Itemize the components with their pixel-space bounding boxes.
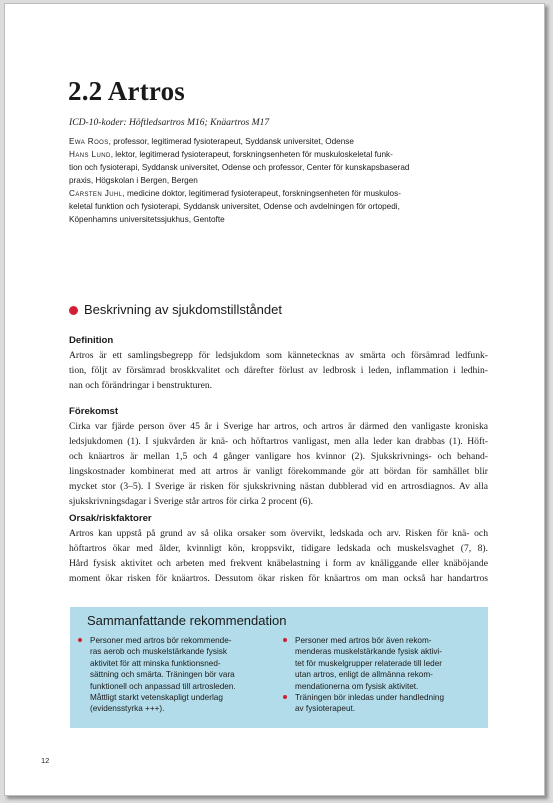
text-line: Artros kan uppstå på grund av så olika orsaker som övervikt, ledskada och arv. Risken för knä- och — [69, 528, 488, 539]
author-affiliation: , professor, legitimerad fysioterapeut, Syddansk universitet, Odense — [108, 137, 354, 146]
rec-line: av fysioterapeut. — [295, 704, 356, 714]
author-entry — [69, 148, 489, 187]
subheading-prevalence: Förekomst — [69, 406, 119, 417]
author-affiliation: Köpenhamns universitetssjukhus, Gentofte — [69, 215, 225, 224]
recommendation-left — [78, 635, 272, 715]
red-bullet-icon — [283, 695, 287, 699]
rec-line: Träningen bör inledas under handledning — [295, 693, 445, 703]
page-number: 12 — [41, 756, 50, 765]
section-heading — [69, 302, 282, 318]
text-line: mycket stor (3–5). I Sverige är risken för sjukskrivning nästan dubblerad vid en artrosdiagnos. Av alla — [69, 481, 488, 492]
recommendation-right — [283, 635, 477, 715]
text-line: tion, följt av försämrad broskkvalitet och därefter förlust av ledbrosk i leden, inflammation i ledhin- — [69, 365, 488, 376]
recommendation-item — [283, 692, 477, 715]
evidence-note: Måttligt starkt vetenskapligt underlag — [90, 693, 223, 703]
red-bullet-icon — [78, 638, 82, 642]
paragraph-definition — [69, 348, 488, 393]
text-line: ledsjukdomen (1). I sjukvården är knä- och höftartros vanligast, men alla leder kan drabbas (1). Höft- — [69, 436, 488, 447]
rec-line: utan artros, enligt de allmänna rekom- — [295, 670, 433, 680]
text-line: Hård fysisk aktivitet och arbeten med frekvent knäbelastning i form av knäliggande eller knäböjande — [69, 558, 488, 569]
document-page — [4, 3, 545, 796]
text-line: Cirka var fjärde person över 45 år i Sverige har artros, och artros är därmed den vanligaste kroniska — [69, 421, 488, 432]
rec-line: aktivitet för att minska funktionsned- — [90, 658, 221, 668]
author-entry — [69, 187, 489, 226]
summary-title: Sammanfattande rekommendation — [87, 613, 287, 628]
chapter-title: 2.2 Artros — [68, 76, 185, 106]
author-name: Hans Lund — [69, 150, 111, 159]
paragraph-causes — [69, 526, 488, 586]
author-affiliation: tion och fysioterapi, Syddansk universitet, Odense och professor, Center för kunskapsbaserad — [69, 163, 410, 172]
subheading-definition: Definition — [69, 335, 114, 346]
text-line: lingskostnader kombinerat med att artros är vanligt förekommande gör att bördan för samhället blir — [69, 466, 488, 477]
evidence-note: (evidensstyrka +++). — [90, 704, 165, 714]
summary-recommendation-box — [70, 607, 488, 728]
rec-line: sättning och smärta. Träningen bör vara — [90, 670, 235, 680]
rec-line: Personer med artros bör rekommende- — [90, 636, 232, 645]
red-bullet-icon — [283, 638, 287, 642]
author-affiliation: praxis, Högskolan i Bergen, Bergen — [69, 176, 198, 185]
paragraph-prevalence — [69, 419, 488, 509]
rec-line: mendationerna om fysisk aktivitet. — [295, 681, 419, 691]
red-dot-icon — [69, 306, 78, 315]
author-entry — [69, 135, 489, 148]
rec-line: tet för muskelgrupper relaterade till leder — [295, 658, 442, 668]
subheading-causes: Orsak/riskfaktorer — [69, 513, 152, 524]
author-affiliation: , lektor, legitimerad fysioterapeut, forskningsenheten för muskuloskeletal funk- — [110, 150, 393, 159]
text-line: Artros är ett samlingsbegrepp för ledsjukdom som kännetecknas av smärta och försämrad ledfunk- — [69, 350, 488, 361]
rec-line: Personer med artros bör även rekom- — [295, 636, 432, 645]
author-list — [69, 135, 489, 226]
author-name: Ewa Roos — [69, 137, 109, 146]
text-line: höftartros ökar med ålder, kvinnligt kön, kroppsvikt, tidigare ledskada och muskelsvaghet (7, 8). — [69, 543, 488, 554]
author-affiliation: keletal funktion och fysioterapi, Syddansk universitet, Odense och avdelningen för ortopedi, — [69, 202, 400, 211]
section-heading-text: Beskrivning av sjukdomstillståndet — [84, 302, 282, 317]
rec-line: menderas muskelstärkande fysisk aktivi- — [295, 647, 442, 657]
text-line: moment ökar risken för knäartros. Dessutom ökar risken för knäartros om man också har handartros — [69, 573, 488, 584]
rec-line: funktionell och anpassad till artrosleden. — [90, 681, 236, 691]
text-line: nan och förändringar i benstrukturen. — [69, 380, 213, 391]
recommendation-item — [78, 635, 272, 715]
recommendation-item — [283, 635, 477, 692]
rec-line: ras aerob och muskelstärkande fysisk — [90, 647, 227, 657]
text-line: sjukskrivningsdagar i Sverige står artros för cirka 2 procent (6). — [69, 496, 314, 507]
text-line: och knäartros är mellan 1,5 och 4 gånger vanligare hos kvinnor (2). Sjukskrivnings- och behand- — [69, 451, 488, 462]
author-affiliation: , medicine doktor, legitimerad fysioterapeut, forskningsenheten för muskulos- — [122, 189, 401, 198]
author-name: Carsten Juhl — [69, 189, 123, 198]
icd-codes: ICD-10-koder: Höftledsartros M16; Knäartros M17 — [69, 117, 270, 128]
